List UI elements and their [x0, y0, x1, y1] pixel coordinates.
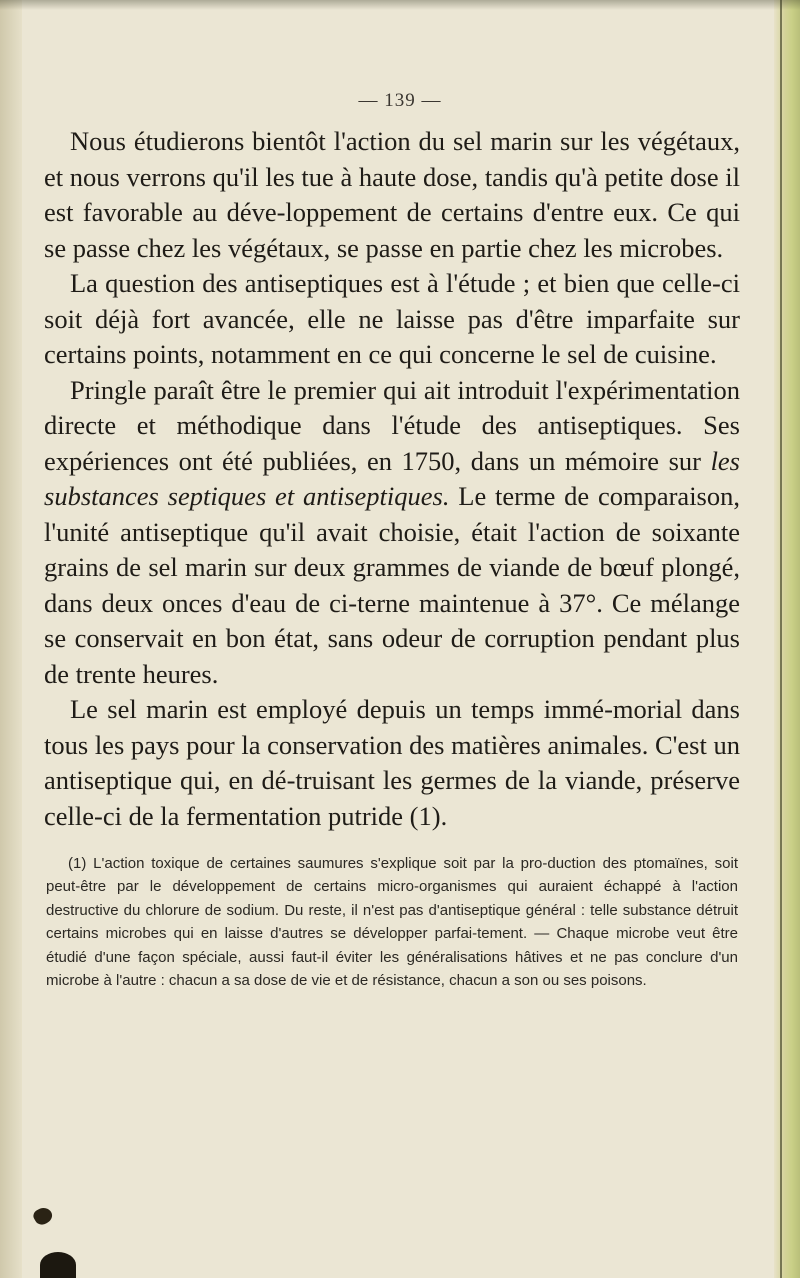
page-edge-right [774, 0, 800, 1278]
paragraph-2: La question des antiseptiques est à l'étude ; et bien que celle-ci soit déjà fort avancée, elle ne laisse pas d'être imparfaite sur certains points, notamment en ce qui concerne le sel de cuisine. [44, 268, 740, 369]
footnote-text: (1) L'action toxique de certaines saumures s'explique soit par la pro-duction des ptomaïnes, soit peut-être par le développement de certains micro-organismes qui auraient échappé à l'action destructive du chlorure de sodium. Du reste, il n'est pas d'antiseptique général : telle substance détruit certains microbes qui en laisse d'autres se développer parfai-tement. — Chaque microbe veut être étudié d'une façon spéciale, aussi faut-il éviter les généralisations hâtives et ne pas conclure d'un microbe à l'autre : chacun a sa dose de vie et de résistance, chacun a son ou ses poisons. [46, 855, 738, 990]
page-number: — 139 — [358, 90, 442, 111]
book-title-italic: les substances septiques et antiseptiques. [44, 445, 740, 511]
paragraph-3 [44, 373, 740, 693]
paragraph-4: Le sel marin est employé depuis un temps immé-morial dans tous les pays pour la conservation des matières animales. C'est un antiseptique qui, en dé-truisant les germes de la viande, préserve celle-ci de la fermentation putride (1). [44, 694, 740, 831]
paragraph-1: Nous étudierons bientôt l'action du sel marin sur les végétaux, et nous verrons qu'il les tue à haute dose, tandis qu'à petite dose il est favorable au déve-loppement de certains d'entre eux. Ce qui se passe chez les végétaux, se passe en partie chez les microbes. [44, 126, 740, 263]
paragraph-3-text-b: Le terme de comparaison, l'unité antiseptique qu'il avait choisie, était l'action de soixante grains de sel marin sur deux grammes de viande de bœuf plongé, dans deux onces d'eau de ci-terne maintenue à 37°. Ce mélange se conservait en bon état, sans odeur de corruption pendant plus de trente heures. [44, 481, 740, 689]
ink-mark [31, 1205, 55, 1228]
footnote [46, 852, 738, 992]
body-text [44, 124, 740, 834]
paragraph-3-text-a: Pringle paraît être le premier qui ait introduit l'expérimentation directe et méthodique dans l'étude des antiseptiques. Ses expériences ont été publiées, en 1750, dans un mémoire sur [44, 374, 740, 476]
page-edge-left [0, 0, 22, 1278]
ink-blot [40, 1252, 76, 1278]
top-shadow [0, 0, 800, 10]
